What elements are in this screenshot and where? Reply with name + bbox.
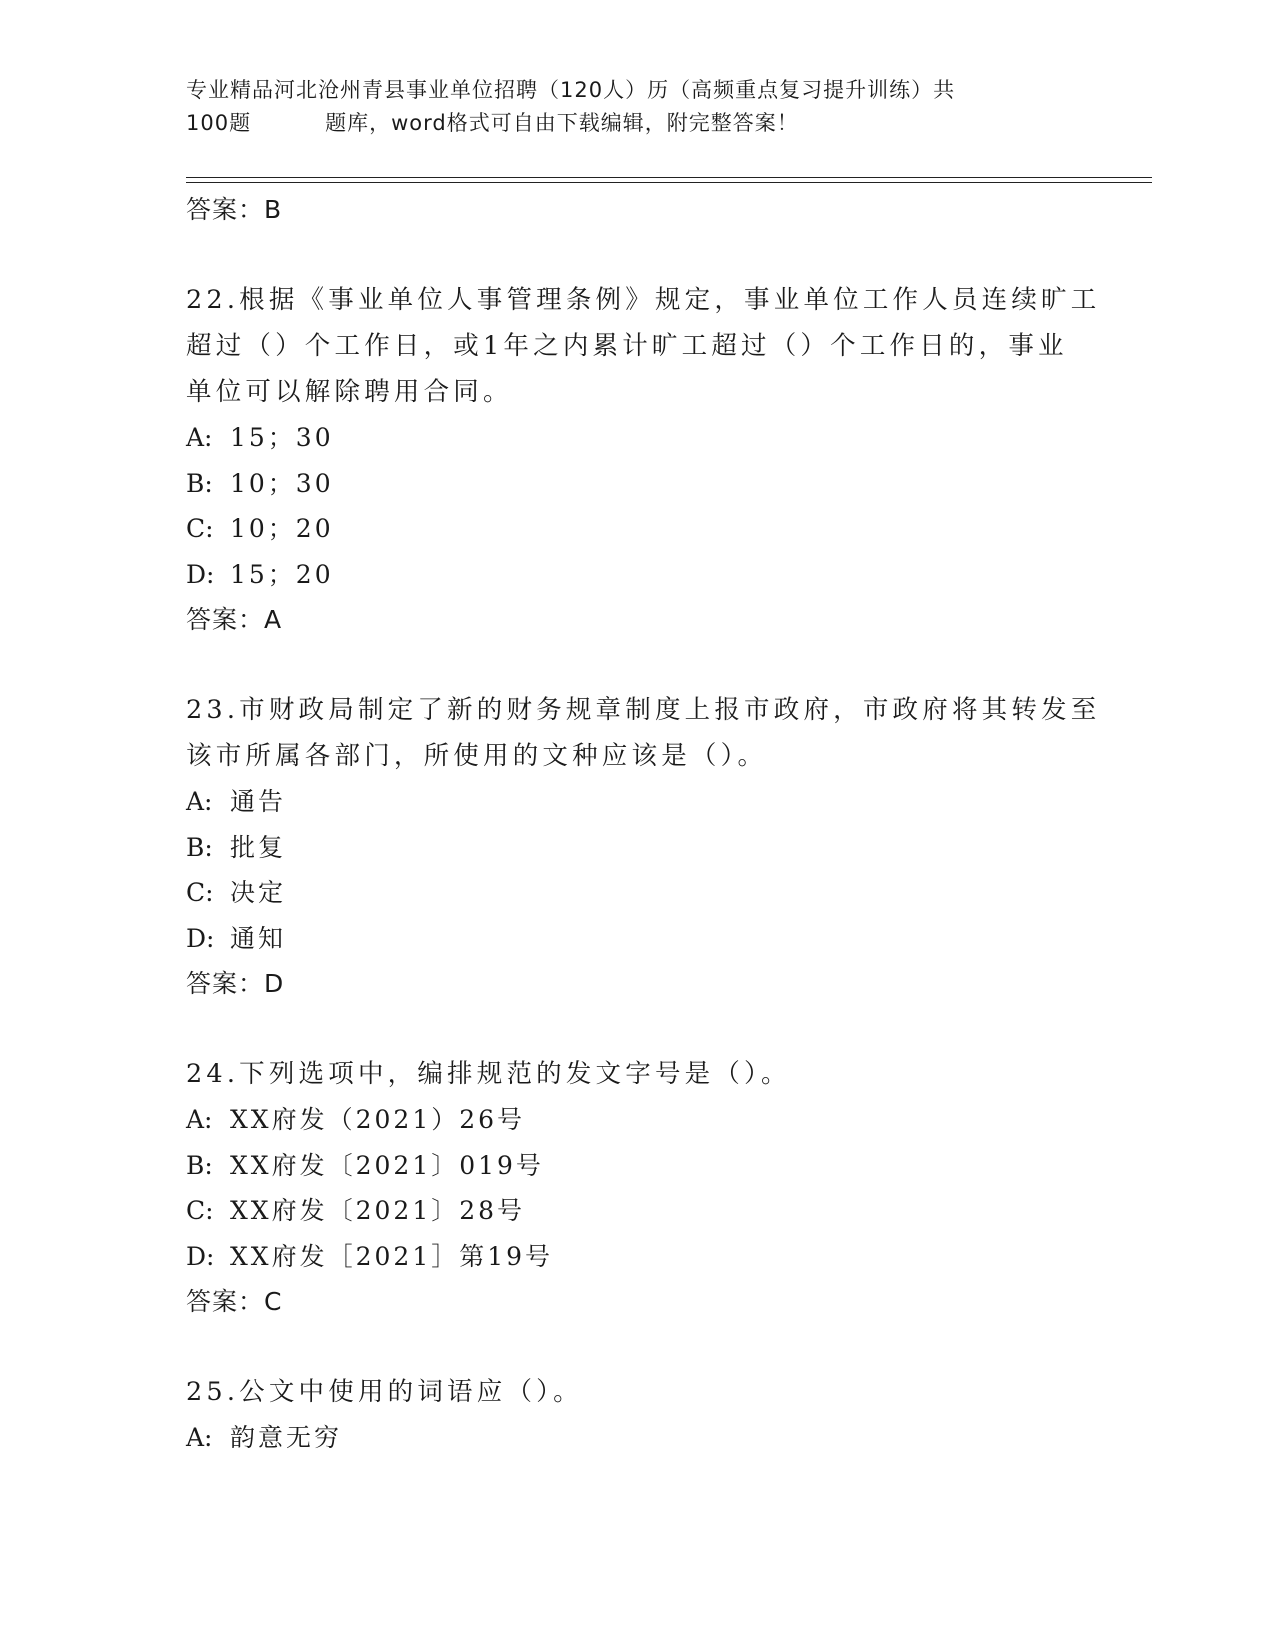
question-text-line: 25.公文中使用的词语应（）。 xyxy=(186,1377,583,1407)
option-letter: A: xyxy=(186,787,213,816)
option-b xyxy=(186,825,1086,871)
question-text-line: 超过（）个工作日，或1年之内累计旷工超过（）个工作日的，事业 xyxy=(186,331,1068,361)
option-text: XX府发〔2021〕28号 xyxy=(230,1196,526,1225)
question-text xyxy=(186,1051,1086,1097)
option-letter: B: xyxy=(186,468,213,498)
option-text: XX府发（2021）26号 xyxy=(230,1105,526,1134)
option-text: 批复 xyxy=(230,832,287,862)
question-text-line: 该市所属各部门，所使用的文种应该是（）。 xyxy=(186,741,768,771)
option-text: 韵意无穷 xyxy=(230,1423,343,1452)
header-line-1: 专业精品河北沧州青县事业单位招聘（120人）历（高频重点复习提升训练）共 xyxy=(186,78,956,102)
document-header xyxy=(186,74,1086,140)
option-text: 15；30 xyxy=(230,423,334,452)
option-letter: C: xyxy=(186,1196,214,1225)
question-24 xyxy=(186,1051,1086,1325)
option-c xyxy=(186,1188,1086,1234)
option-a xyxy=(186,779,1086,825)
question-list xyxy=(186,187,1101,1461)
option-a xyxy=(186,1415,1086,1461)
option-c xyxy=(186,870,1086,916)
option-text: 15；20 xyxy=(230,559,334,589)
answer-label: 答案：D xyxy=(186,969,285,998)
option-b xyxy=(186,461,1086,507)
header-question-count: 100题 xyxy=(186,111,252,135)
question-text-line: 单位可以解除聘用合同。 xyxy=(186,377,513,407)
option-text: 决定 xyxy=(230,878,287,907)
option-letter: B: xyxy=(186,1150,213,1180)
option-d xyxy=(186,916,1086,962)
option-letter: D: xyxy=(186,559,215,589)
question-25 xyxy=(186,1369,1086,1461)
option-letter: A: xyxy=(186,1105,213,1134)
option-text: 10；30 xyxy=(230,468,334,498)
option-letter: C: xyxy=(186,514,214,543)
previous-answer: 答案：B xyxy=(186,195,283,224)
option-a xyxy=(186,1097,1086,1143)
question-text-line: 22.根据《事业单位人事管理条例》规定，事业单位工作人员连续旷工 xyxy=(186,285,1101,315)
question-text xyxy=(186,687,1101,779)
option-text: XX府发〔2021〕019号 xyxy=(230,1150,544,1180)
option-letter: A: xyxy=(186,423,213,452)
option-c xyxy=(186,506,1086,552)
question-text-line: 23.市财政局制定了新的财务规章制度上报市政府，市政府将其转发至 xyxy=(186,695,1101,725)
option-letter: D: xyxy=(186,923,215,953)
option-text: XX府发［2021］第19号 xyxy=(230,1241,554,1271)
option-d xyxy=(186,552,1086,598)
header-rule-top xyxy=(186,177,1152,178)
option-text: 通知 xyxy=(230,923,287,953)
option-a xyxy=(186,415,1086,461)
header-rule-bottom xyxy=(186,182,1152,183)
option-text: 通告 xyxy=(230,787,287,816)
answer-label: 答案：A xyxy=(186,605,283,634)
option-letter: D: xyxy=(186,1241,215,1271)
question-23 xyxy=(186,687,1101,1007)
option-text: 10；20 xyxy=(230,514,334,543)
option-d xyxy=(186,1234,1086,1280)
option-letter: C: xyxy=(186,878,214,907)
answer-label: 答案：C xyxy=(186,1287,283,1316)
header-line-2 xyxy=(186,107,1086,140)
header-description: 题库，word格式可自由下载编辑，附完整答案！ xyxy=(325,111,799,135)
option-letter: B: xyxy=(186,832,213,862)
option-b xyxy=(186,1143,1086,1189)
question-text xyxy=(186,1369,1086,1415)
question-22 xyxy=(186,277,1101,643)
option-letter: A: xyxy=(186,1423,213,1452)
question-text xyxy=(186,277,1101,415)
question-text-line: 24.下列选项中，编排规范的发文字号是（）。 xyxy=(186,1059,791,1089)
